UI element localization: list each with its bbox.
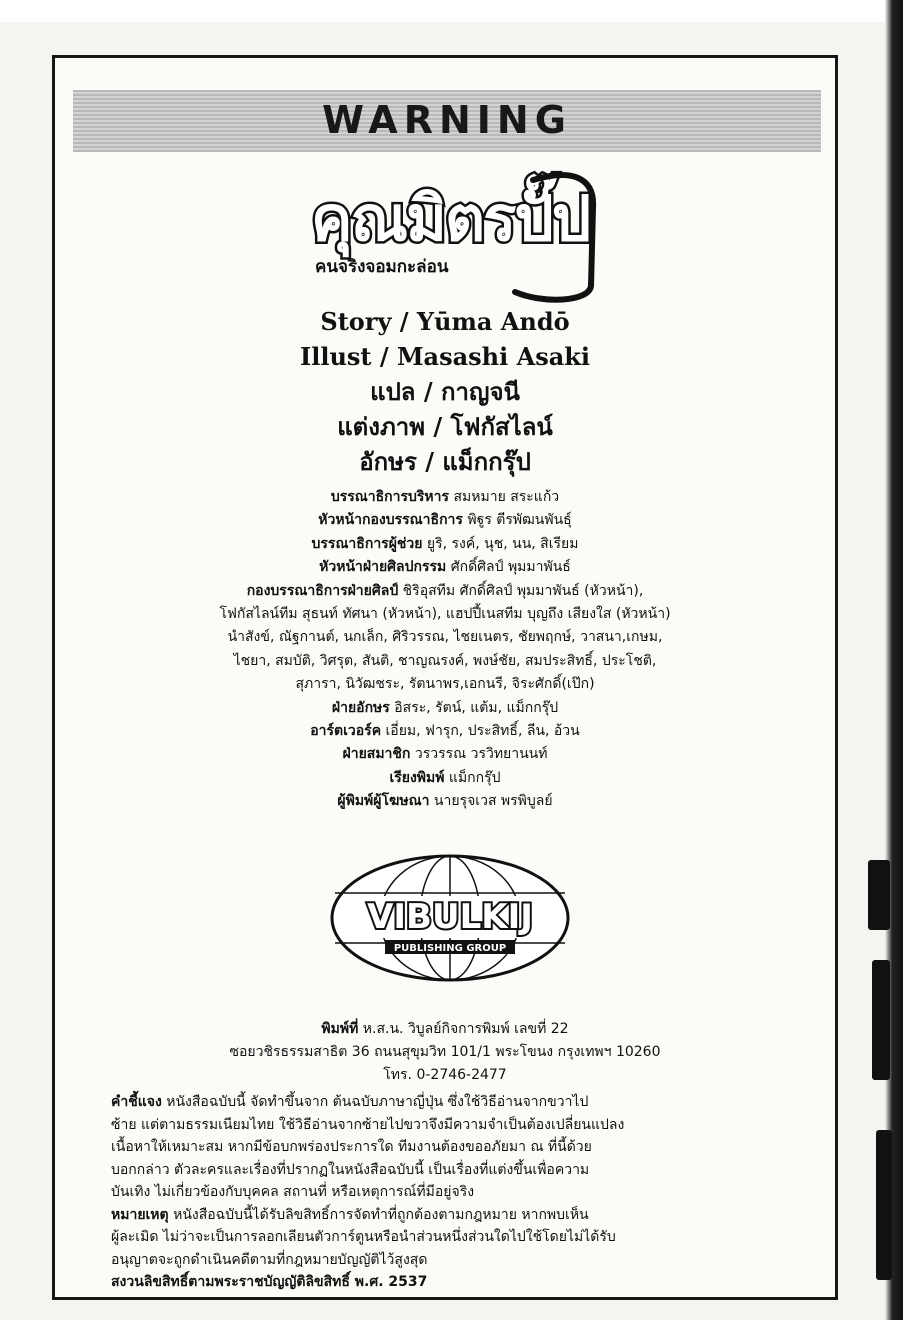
ink-mark xyxy=(876,1130,892,1280)
printer-imprint xyxy=(55,1018,835,1087)
publisher-globe-logo xyxy=(315,848,585,988)
staff-line xyxy=(55,580,835,603)
notice-line xyxy=(111,1091,711,1114)
staff-names: อิสระ, รัตน์, แต้ม, แม็กกรุ๊ป xyxy=(389,699,559,716)
credit-translator: แปล / กาญจนี xyxy=(370,377,520,406)
staff-role: กองบรรณาธิการฝ่ายศิลป์ xyxy=(246,582,399,599)
staff-names: พิฐูร ตีรพัฒนพันธุ์ xyxy=(462,512,572,529)
remark-text: หนังสือฉบับนี้ได้รับลิขสิทธิ์การจัดทำที่ถูกต้องตามกฎหมาย หากพบเห็น xyxy=(168,1206,589,1223)
staff-names: นำสังข์, ณัฐกานต์, นกเล็ก, ศิริวรรณ, ไชยเนตร, ชัยพฤกษ์, วาสนา,เกษม, xyxy=(227,629,663,646)
staff-names: โฟกัสไลน์ทีม สุธนท์ ทัศนา (หัวหน้า), แฮปปี้เนสทีม บุญถึง เสียงใส (หัวหน้า) xyxy=(219,606,671,623)
explain-text: หนังสือฉบับนี้ จัดทำขึ้นจาก ต้นฉบับภาษาญี่ปุ่น ซึ่งใช้วิธีอ่านจากขวาไป xyxy=(161,1094,589,1110)
copyright-line xyxy=(111,1271,711,1294)
scan-top-margin xyxy=(0,0,903,22)
publisher-name: VIBULKIJ xyxy=(367,897,533,937)
staff-line xyxy=(55,556,835,579)
staff-line xyxy=(55,533,835,556)
staff-role: หัวหน้ากองบรรณาธิการ xyxy=(318,512,463,529)
ink-mark xyxy=(872,960,890,1080)
remark-label: หมายเหตุ xyxy=(111,1206,169,1223)
credit-lettering: อักษร / แม็กกรุ๊ป xyxy=(359,447,531,476)
staff-line xyxy=(55,720,835,743)
notice-line: อนุญาตจะถูกดำเนินคดีตามที่กฎหมายบัญญัติไว้สูงสุด xyxy=(111,1251,428,1268)
staff-names: เอี่ยม, ฟารุก, ประสิทธิ์, ลีน, อ้วน xyxy=(381,723,580,740)
notice-line: ซ้าย แต่ตามธรรมเนียมไทย ใช้วิธีอ่านจากซ้ายไปขวาจึงมีความจำเป็นต้องเปลี่ยนแปลง xyxy=(111,1116,625,1133)
staff-names: วรวรรณ วรวิทยานนท์ xyxy=(410,746,548,763)
notice-line: บันเทิง ไม่เกี่ยวข้องกับบุคคล สถานที่ หรือเหตุการณ์ที่มีอยู่จริง xyxy=(111,1184,475,1200)
series-logo xyxy=(303,168,603,308)
publisher-tagline: PUBLISHING GROUP xyxy=(393,943,507,954)
staff-role: หัวหน้าฝ่ายศิลปกรรม xyxy=(319,559,447,576)
ink-mark xyxy=(868,860,890,930)
staff-line xyxy=(55,603,835,626)
staff-role: ฝ่ายอักษร xyxy=(331,699,390,716)
imprint-address: ซอยวชิรธรรมสาธิต 36 ถนนสุขุมวิท 101/1 พระโขนง กรุงเทพฯ 10260 xyxy=(229,1044,661,1060)
credit-illust: Illust / Masashi Asaki xyxy=(299,342,591,371)
imprint-phone: โทร. 0-2746-2477 xyxy=(383,1067,507,1083)
staff-role: อาร์ตเวอร์ค xyxy=(310,723,382,740)
staff-line xyxy=(55,697,835,720)
staff-names: ศักดิ์ศิลป์ พุมมาพันธ์ xyxy=(446,559,571,576)
staff-names: ไชยา, สมบัติ, วิศรุต, สันติ, ชาญณรงค์, พงษ์ชัย, สมประสิทธิ์, ประโชติ, xyxy=(233,652,657,669)
staff-line xyxy=(55,486,835,509)
imprint-printer: ห.ส.น. วิบูลย์กิจการพิมพ์ เลขที่ 22 xyxy=(358,1021,569,1037)
staff-names: สุภารา, นิวัฒชระ, รัตนาพร,เอกนรี, จิระศักดิ์(เป๊ก) xyxy=(295,676,595,693)
imprint-line xyxy=(55,1018,835,1041)
series-logo-subtitle: คนจริงจอมกะล่อน xyxy=(315,257,449,277)
staff-names: สมหมาย สระแก้ว xyxy=(449,489,560,505)
notice-line: บอกกล่าว ตัวละครและเรื่องที่ปรากฏในหนังสือฉบับนี้ เป็นเรื่องที่แต่งขึ้นเพื่อความ xyxy=(111,1161,590,1178)
staff-role: ผู้พิมพ์ผู้โฆษณา xyxy=(337,793,430,810)
scan-right-edge xyxy=(885,0,903,1320)
credit-retouch: แต่งภาพ / โฟกัสไลน์ xyxy=(337,412,553,441)
staff-line xyxy=(55,767,835,790)
imprint-label: พิมพ์ที่ xyxy=(321,1021,359,1037)
staff-names: ยูริ, รงค์, นุช, นน, สิเรียม xyxy=(422,535,579,552)
notice-line xyxy=(111,1204,711,1227)
staff-role: บรรณาธิการบริหาร xyxy=(330,489,450,505)
credit-story: Story / Yūma Andō xyxy=(320,307,570,336)
staff-names: นายรุจเวส พรพิบูลย์ xyxy=(429,793,553,810)
warning-title: WARNING xyxy=(322,98,572,142)
explain-label: คำชี้แจง xyxy=(111,1094,162,1110)
warning-banner xyxy=(73,90,821,152)
staff-line xyxy=(55,790,835,813)
staff-names: ชิริอุสทีม ศักดิ์ศิลป์ พุมมาพันธ์ (หัวหน้า), xyxy=(398,582,644,599)
notice-block xyxy=(111,1091,711,1294)
notice-line: ผู้ละเมิด ไม่ว่าจะเป็นการลอกเลียนตัวการ์ตูนหรือนำส่วนหนึ่งส่วนใดไปใช้โดยไม่ได้รับ xyxy=(111,1229,616,1245)
staff-role: บรรณาธิการผู้ช่วย xyxy=(311,535,423,552)
staff-role: เรียงพิมพ์ xyxy=(389,769,445,786)
staff-line xyxy=(55,650,835,673)
staff-role: ฝ่ายสมาชิก xyxy=(342,746,411,763)
staff-line xyxy=(55,743,835,766)
staff-line xyxy=(55,509,835,532)
warning-page-frame xyxy=(52,55,838,1300)
staff-list xyxy=(55,486,835,814)
copyright-text: สงวนลิขสิทธิ์ตามพระราชบัญญัติลิขสิทธิ์ พ.ศ. 2537 xyxy=(111,1274,428,1290)
staff-names: แม็กกรุ๊ป xyxy=(444,769,501,786)
notice-line: เนื้อหาให้เหมาะสม หากมีข้อบกพร่องประการใด ทีมงานต้องขออภัยมา ณ ที่นี้ด้วย xyxy=(111,1139,592,1155)
staff-line xyxy=(55,626,835,649)
credits-block xyxy=(55,304,835,479)
staff-line xyxy=(55,673,835,696)
series-logo-title: คุณมิตรปั๊ป xyxy=(311,182,590,255)
